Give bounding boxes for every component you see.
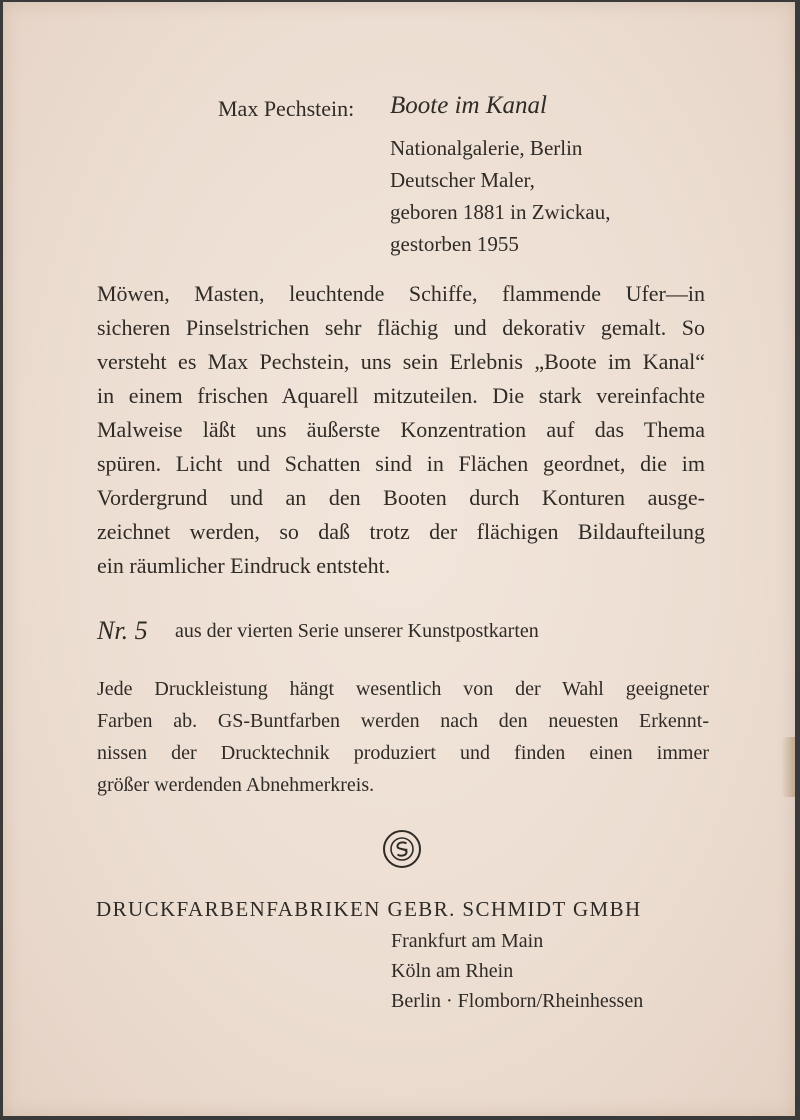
description-line: Malweise läßt uns äußerste Konzentration auf das Thema — [97, 417, 705, 442]
info-line-born: geboren 1881 in Zwickau, — [390, 200, 611, 224]
description-line: in einem frischen Aquarell mitzuteilen. Die stark vereinfachte — [97, 383, 705, 408]
description-line: versteht es Max Pechstein, uns sein Erlebnis „Boote im Kanal“ — [97, 349, 705, 374]
company-name: DRUCKFARBENFABRIKEN GEBR. SCHMIDT GMBH — [96, 897, 642, 921]
ink-note-line: größer werdenden Abnehmerkreis. — [97, 774, 375, 796]
postcard — [3, 2, 795, 1116]
artwork-title: Boote im Kanal — [390, 92, 547, 119]
ink-note-line: nissen der Drucktechnik produziert und finden einen immer — [97, 742, 709, 764]
location-line: Frankfurt am Main — [391, 930, 544, 952]
ink-note-line: Farben ab. GS-Buntfarben werden nach den neuesten Erkennt- — [97, 710, 709, 732]
description-line: Möwen, Masten, leuchtende Schiffe, flammende Ufer—in — [97, 281, 705, 306]
info-line-museum: Nationalgalerie, Berlin — [390, 136, 583, 160]
artist-name: Max Pechstein: — [218, 96, 355, 121]
description-line: sicheren Pinselstrichen sehr flächig und dekorativ gemalt. So — [97, 315, 705, 340]
location-line: Berlin · Flomborn/Rheinhessen — [391, 990, 644, 1012]
location-line: Köln am Rhein — [391, 960, 514, 982]
info-line-died: gestorben 1955 — [390, 232, 519, 256]
water-stain — [781, 737, 795, 797]
description-line: spüren. Licht und Schatten sind in Flächen geordnet, die im — [97, 451, 705, 476]
series-number: Nr. 5 — [97, 616, 148, 645]
series-text: aus der vierten Serie unserer Kunstpostkarten — [175, 620, 539, 642]
info-line-nationality: Deutscher Maler, — [390, 168, 535, 192]
description-line: Vordergrund und an den Booten durch Konturen ausge- — [97, 485, 705, 510]
description-line: zeichnet werden, so daß trotz der flächigen Bildaufteilung — [97, 519, 705, 544]
description-line: ein räumlicher Eindruck entsteht. — [97, 553, 391, 578]
ink-note-line: Jede Druckleistung hängt wesentlich von der Wahl geeigneter — [97, 678, 709, 700]
gs-logo-icon — [383, 830, 421, 868]
